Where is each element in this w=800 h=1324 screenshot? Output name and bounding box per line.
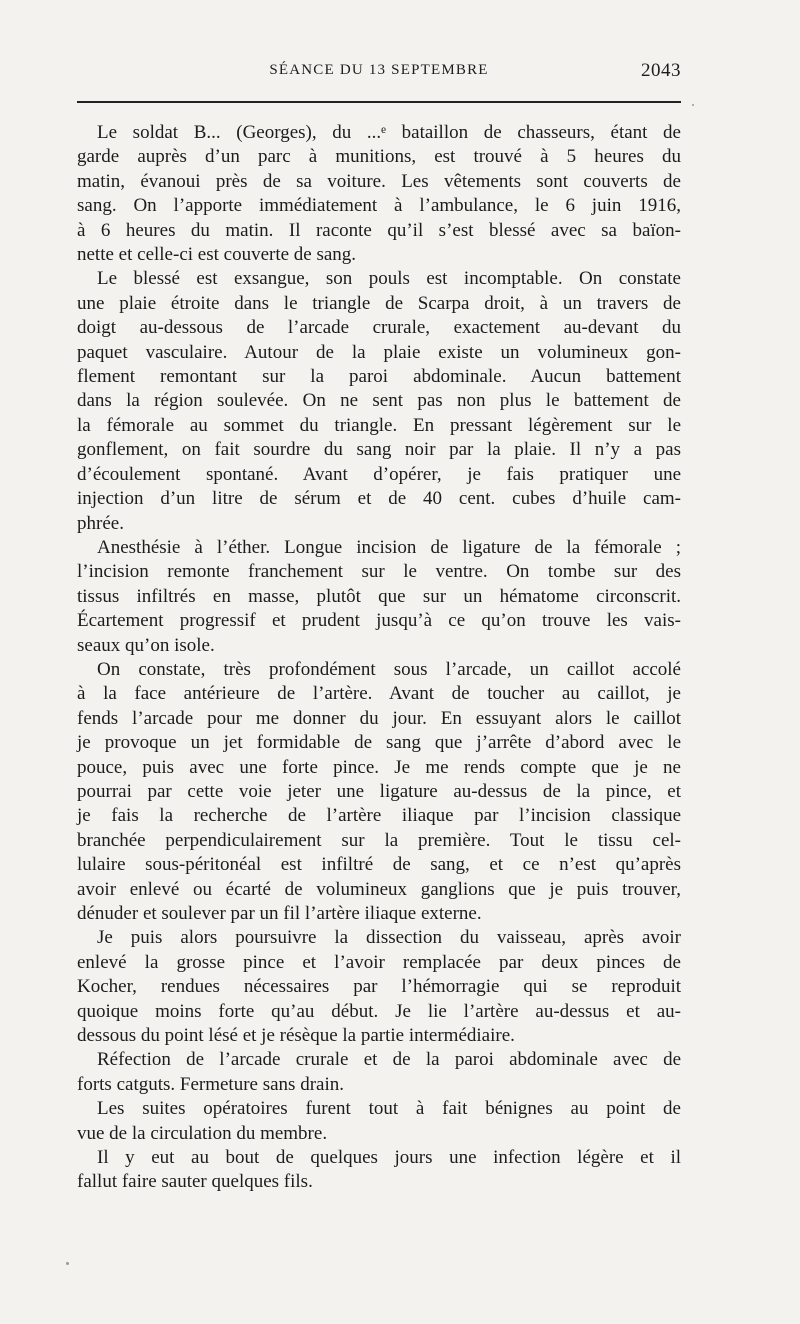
text-line: d’écoulement spontané. Avant d’opérer, je fais pratiquer une <box>77 463 681 485</box>
text-line: flement remontant sur la paroi abdominale. Aucun battement <box>77 366 681 388</box>
text-line: pouce, puis avec une forte pince. Je me rends compte que je ne <box>77 756 681 778</box>
running-title: SÉANCE DU 13 SEPTEMBRE <box>269 62 489 78</box>
text-line: une plaie étroite dans le triangle de Scarpa droit, à un travers de <box>77 292 681 314</box>
text-line: lulaire sous-péritonéal est infiltré de sang, et ce n’est qu’après <box>77 854 681 876</box>
text-line: je provoque un jet formidable de sang que j’arrête d’abord avec le <box>77 732 681 754</box>
paragraph <box>77 121 681 267</box>
text-line: nette et celle-ci est couverte de sang. <box>77 244 357 266</box>
text-line: seaux qu’on isole. <box>77 634 215 656</box>
text-line: Réfection de l’arcade crurale et de la paroi abdominale avec de <box>97 1049 681 1071</box>
paragraph <box>77 658 681 926</box>
text-line: Kocher, rendues nécessaires par l’hémorragie qui se reproduit <box>77 976 681 998</box>
text-line: fallut faire sauter quelques fils. <box>77 1171 313 1193</box>
text-line: à la face antérieure de l’artère. Avant de toucher au caillot, je <box>77 683 681 705</box>
text-line: l’incision remonte franchement sur le ventre. On tombe sur des <box>77 561 681 583</box>
paragraph <box>77 267 681 535</box>
text-line: avoir enlevé ou écarté de volumineux ganglions que je puis trouver, <box>77 878 681 900</box>
paragraph <box>77 1146 681 1195</box>
paper-speck <box>692 104 694 106</box>
text-line: gonflement, on fait sourdre du sang noir par la plaie. Il n’y a pas <box>77 439 681 461</box>
text-line: quoique moins forte qu’au début. Je lie l’artère au-dessus et au- <box>77 1000 681 1022</box>
text-line: injection d’un litre de sérum et de 40 cent. cubes d’huile cam- <box>77 488 681 510</box>
text-line: fends l’arcade pour me donner du jour. En essuyant alors le caillot <box>77 707 681 729</box>
text-line: garde auprès d’un parc à munitions, est trouvé à 5 heures du <box>77 146 681 168</box>
text-line: la fémorale au sommet du triangle. En pressant légèrement sur le <box>77 414 681 436</box>
text-line: sang. On l’apporte immédiatement à l’ambulance, le 6 juin 1916, <box>77 195 681 217</box>
text-line: Je puis alors poursuivre la dissection du vaisseau, après avoir <box>97 927 681 949</box>
paragraph <box>77 1048 681 1097</box>
text-line: phrée. <box>77 512 124 534</box>
text-line: pourrai par cette voie jeter une ligature au-dessus de la pince, et <box>77 780 681 802</box>
text-line: dénuder et soulever par un fil l’artère iliaque externe. <box>77 903 482 924</box>
text-line: Il y eut au bout de quelques jours une infection légère et il <box>97 1147 681 1169</box>
text-line: Le blessé est exsangue, son pouls est incomptable. On constate <box>97 268 681 290</box>
text-line: Anesthésie à l’éther. Longue incision de ligature de la fémorale ; <box>97 536 681 558</box>
paragraph <box>77 1097 681 1146</box>
header-rule <box>77 101 681 103</box>
text-line: vue de la circulation du membre. <box>77 1122 328 1144</box>
paper-speck <box>66 1262 69 1265</box>
text-line: à 6 heures du matin. Il raconte qu’il s’est blessé avec sa baïon- <box>77 219 681 241</box>
text-line: On constate, très profondément sous l’arcade, un caillot accolé <box>97 658 681 680</box>
text-line: dessous du point lésé et je résèque la partie intermédiaire. <box>77 1025 515 1047</box>
text-line: forts catguts. Fermeture sans drain. <box>77 1073 344 1095</box>
text-line: dans la région soulevée. On ne sent pas non plus le battement de <box>77 390 681 412</box>
text-line: paquet vasculaire. Autour de la plaie existe un volumineux gon- <box>77 341 681 363</box>
page-header <box>77 62 681 92</box>
text-line: je fais la recherche de l’artère iliaque par l’incision classique <box>77 805 681 827</box>
text-line: matin, évanoui près de sa voiture. Les vêtements sont couverts de <box>77 170 681 192</box>
text-line: Les suites opératoires furent tout à fait bénignes au point de <box>97 1098 681 1120</box>
text-line: Le soldat B... (Georges), du ...ᵉ bataillon de chasseurs, étant de <box>97 122 681 143</box>
paragraph <box>77 926 681 1048</box>
page-number: 2043 <box>641 60 681 81</box>
text-line: doigt au-dessous de l’arcade crurale, exactement au-devant du <box>77 317 681 339</box>
text-line: enlevé la grosse pince et l’avoir remplacée par deux pinces de <box>77 951 681 973</box>
body-text <box>77 121 681 1195</box>
paragraph <box>77 536 681 658</box>
text-line: Écartement progressif et prudent jusqu’à ce qu’on trouve les vais- <box>77 610 681 632</box>
text-line: tissus infiltrés en masse, plutôt que sur un hématome circonscrit. <box>77 585 681 607</box>
text-line: branchée perpendiculairement sur la première. Tout le tissu cel- <box>77 829 681 851</box>
